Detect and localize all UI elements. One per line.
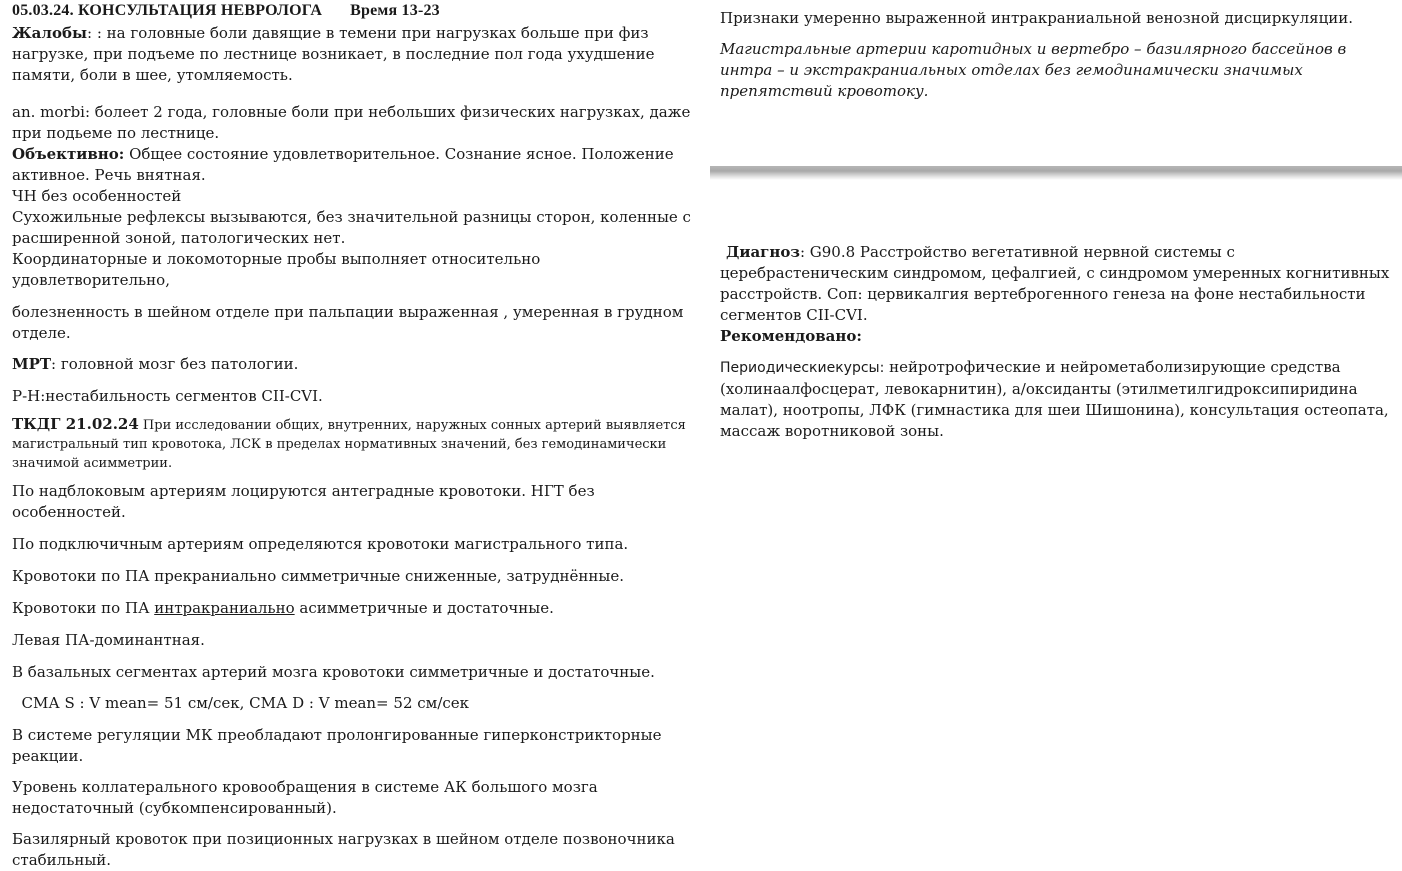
diagnosis-section bbox=[720, 242, 1396, 442]
right-column bbox=[720, 8, 1396, 102]
complaints-label: Жалобы bbox=[12, 24, 88, 42]
mri-paragraph bbox=[12, 354, 702, 375]
tkdg-label: ТКДГ 21.02.24 bbox=[12, 415, 139, 433]
objective-text: Общее состояние удовлетворительное. Сознание ясное. Положение активное. Речь внятная. bbox=[12, 145, 674, 184]
cma-paragraph: СМА S : V mean= 51 см/сек, СМА D : V mean= 52 см/сек bbox=[12, 694, 470, 712]
recommend-prefix: Периодическиекурсы: bbox=[720, 360, 885, 376]
consultation-header bbox=[12, 2, 702, 20]
diagnosis-paragraph bbox=[720, 242, 1396, 326]
supratrochlear-paragraph: По надблоковым артериям лоцируются антеградные кровотоки. НГТ без особенностей. bbox=[12, 482, 595, 521]
left-va-paragraph: Левая ПА-доминантная. bbox=[12, 631, 205, 649]
basilar-paragraph: Базилярный кровоток при позиционных нагрузках в шейном отделе позвоночника стабильный. bbox=[12, 830, 675, 869]
objective-label: Объективно: bbox=[12, 145, 125, 163]
va-intracranial-underlined: интракраниально bbox=[154, 599, 295, 617]
reflexes-paragraph: Сухожильные рефлексы вызываются, без значительной разницы сторон, коленные с расширенной зоной, патологических нет. bbox=[12, 208, 691, 247]
mri-label: МРТ bbox=[12, 355, 52, 373]
va-intracranial-suffix: асимметричные и достаточные. bbox=[294, 599, 554, 617]
anamnesis-paragraph: an. morbi: болеет 2 года, головные боли при небольших физических нагрузках, даже при подьеме по лестнице. bbox=[12, 103, 691, 142]
recommended-label: Рекомендовано: bbox=[720, 327, 862, 345]
mri-text: : головной мозг без патологии. bbox=[51, 355, 299, 373]
venous-paragraph: Признаки умеренно выраженной интракраниальной венозной дисциркуляции. bbox=[720, 9, 1353, 27]
diagnosis-text: : G90.8 Расстройство вегетативной нервной системы с церебрастеническим синдромом, цефалгией, с синдромом умеренных когнитивных расстройств. Соп: цервикалгия вертеброгенного генеза на фоне нестабильности сегментов СII-CVI. bbox=[720, 243, 1390, 324]
consultation-time: Время 13-23 bbox=[350, 2, 440, 19]
objective-paragraph bbox=[12, 144, 702, 186]
section-divider bbox=[710, 166, 1402, 180]
complaints-paragraph bbox=[12, 23, 702, 86]
tkdg-paragraph bbox=[12, 415, 702, 473]
tenderness-paragraph: болезненность в шейном отделе при пальпации выраженная , умеренная в грудном отделе. bbox=[12, 303, 684, 342]
coordination-paragraph: Координаторные и локомоторные пробы выполняет относительно удовлетворительно, bbox=[12, 250, 541, 289]
xray-paragraph: Р-Н:нестабильность сегментов СII-CVI. bbox=[12, 387, 323, 405]
basal-paragraph: В базальных сегментах артерий мозга кровотоки симметричные и достаточные. bbox=[12, 663, 655, 681]
regulation-paragraph: В системе регуляции МК преобладают пролонгированные гиперконстрикторные реакции. bbox=[12, 726, 662, 765]
subclavian-paragraph: По подключичным артериям определяются кровотоки магистрального типа. bbox=[12, 535, 629, 553]
recommendations-paragraph bbox=[720, 357, 1396, 442]
cranial-nerves-line: ЧН без особенностей bbox=[12, 187, 182, 205]
consultation-title: 05.03.24. КОНСУЛЬТАЦИЯ НЕВРОЛОГА bbox=[12, 2, 323, 19]
collateral-paragraph: Уровень коллатерального кровообращения в системе АК большого мозга недостаточный (субкомпенсированный). bbox=[12, 778, 598, 817]
left-column bbox=[12, 2, 702, 871]
tkdg-text: При исследовании общих, внутренних, наружных сонных артерий выявляется магистральный тип кровотока, ЛСК в пределах нормативных значений, без гемодинамически значимой асимметрии. bbox=[12, 418, 686, 471]
va-intracranial-paragraph bbox=[12, 598, 702, 619]
arteries-paragraph: Магистральные артерии каротидных и вертебро – базилярного бассейнов в интра – и экстракраниальных отделах без гемодинамически значимых препятствий кровотоку. bbox=[720, 40, 1347, 100]
va-intracranial-prefix: Кровотоки по ПА bbox=[12, 599, 155, 617]
recommend-text: нейротрофические и нейрометаболизирующие средства (холинаалфосцерат, левокарнитин), а/оксиданты (этилметилгидроксипиридина малат), ноотропы, ЛФК (гимнастика для шеи Шишонина), консультация остеопата, массаж воротниковой зоны. bbox=[720, 358, 1389, 440]
va-extracranial-paragraph: Кровотоки по ПА прекраниально симметричные сниженные, затруднённые. bbox=[12, 567, 624, 585]
diagnosis-label: Диагноз bbox=[726, 243, 800, 261]
complaints-text: : : на головные боли давящие в темени при нагрузках больше при физ нагрузке, при подъеме по лестнице возникает, в последние пол года ухудшение памяти, боли в шее, утомляемость. bbox=[12, 24, 655, 84]
